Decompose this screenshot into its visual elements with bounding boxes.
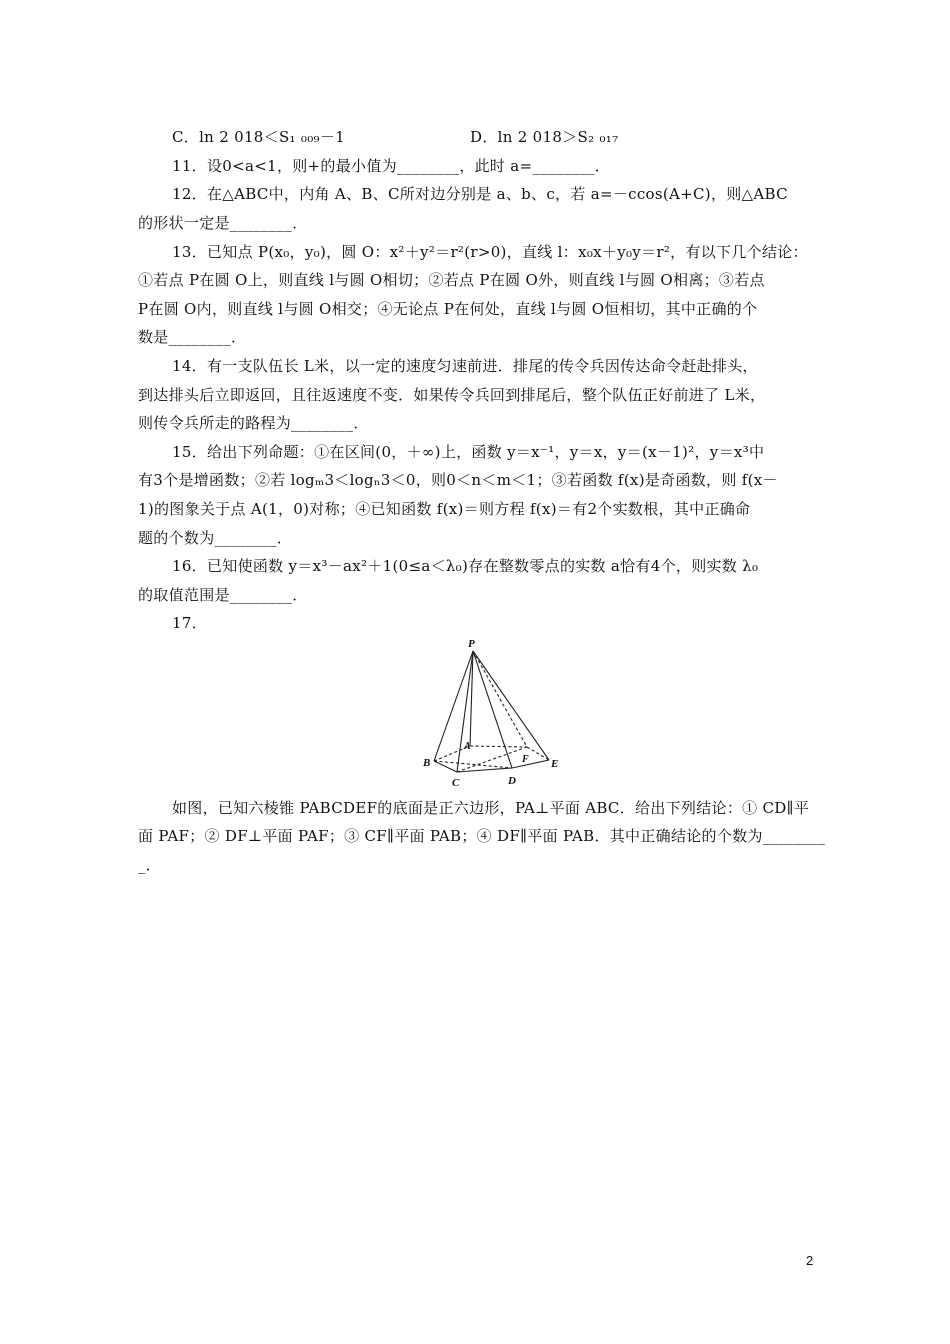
option-d: D．ln 2 018＞S₂ ₀₁₇ — [470, 128, 619, 146]
question-13: 13．已知点 P(x₀，y₀)，圆 O：x²＋y²＝r²(r>0)，直线 l：x₀x＋y₀y＝r²，有以下几个结论： — [172, 243, 808, 261]
options-row — [172, 127, 619, 147]
question-15-cont-2: 1)的图象关于点 A(1，0)对称；④已知函数 f(x)＝则方程 f(x)＝有2个实数根，其中正确命 — [138, 500, 751, 518]
question-14-cont-1: 到达排头后立即返回，且往返速度不变．如果传令兵回到排尾后，整个队伍正好前进了 L米， — [138, 386, 766, 404]
label-b: B — [423, 757, 431, 769]
question-13-cont-1: ①若点 P在圆 O上，则直线 l与圆 O相切；②若点 P在圆 O外，则直线 l与圆 O相离；③若点 — [138, 271, 765, 289]
question-13-cont-2: P在圆 O内，则直线 l与圆 O相交；④无论点 P在何处，直线 l与圆 O恒相切，其中正确的个 — [138, 300, 758, 318]
label-a: A — [464, 741, 471, 752]
option-c: C．ln 2 018＜S₁ ₀₀₉－1 — [172, 128, 345, 146]
label-e: E — [551, 758, 559, 770]
hexagonal-pyramid-figure — [420, 636, 570, 796]
label-p: P — [468, 638, 475, 650]
question-11: 11．设0<a<1，则+的最小值为________，此时 a=________． — [172, 157, 611, 175]
question-15-cont-3: 题的个数为________． — [138, 529, 293, 547]
label-d: D — [508, 775, 516, 787]
label-f: F — [522, 754, 529, 765]
page-number: 2 — [806, 1253, 814, 1268]
question-17-text: 如图，已知六棱锥 PABCDEF的底面是正六边形，PA⊥平面 ABC．给出下列结论：① CD∥平 — [172, 799, 810, 817]
question-15-cont-1: 有3个是增函数；②若 logₘ3＜logₙ3＜0，则0＜n＜m＜1；③若函数 f(x)是奇函数，则 f(x－ — [138, 471, 778, 489]
question-17-cont-2: _． — [138, 856, 162, 874]
label-c: C — [452, 777, 460, 789]
question-16: 16．已知使函数 y＝x³－ax²＋1(0≤a＜λ₀)存在整数零点的实数 a恰有4个，则实数 λ₀ — [172, 557, 759, 575]
question-17: 17． — [172, 614, 207, 632]
question-12: 12．在△ABC中，内角 A、B、C所对边分别是 a、b、c，若 a=－ccos(A+C)，则△ABC — [172, 185, 788, 203]
question-16-cont: 的取值范围是________． — [138, 586, 308, 604]
question-12-cont: 的形状一定是________． — [138, 214, 308, 232]
question-17-cont-1: 面 PAF；② DF⊥平面 PAF；③ CF∥平面 PAB；④ DF∥平面 PAB．其中正确结论的个数为________ — [138, 827, 826, 845]
question-14-cont-2: 则传令兵所走的路程为________． — [138, 414, 369, 432]
question-13-cont-3: 数是________． — [138, 328, 247, 346]
question-14: 14．有一支队伍长 L米，以一定的速度匀速前进．排尾的传令兵因传达命令赶赴排头， — [172, 357, 758, 375]
question-15: 15．给出下列命题：①在区间(0，＋∞)上，函数 y＝x⁻¹，y＝x，y＝(x－1)²，y＝x³中 — [172, 443, 765, 461]
